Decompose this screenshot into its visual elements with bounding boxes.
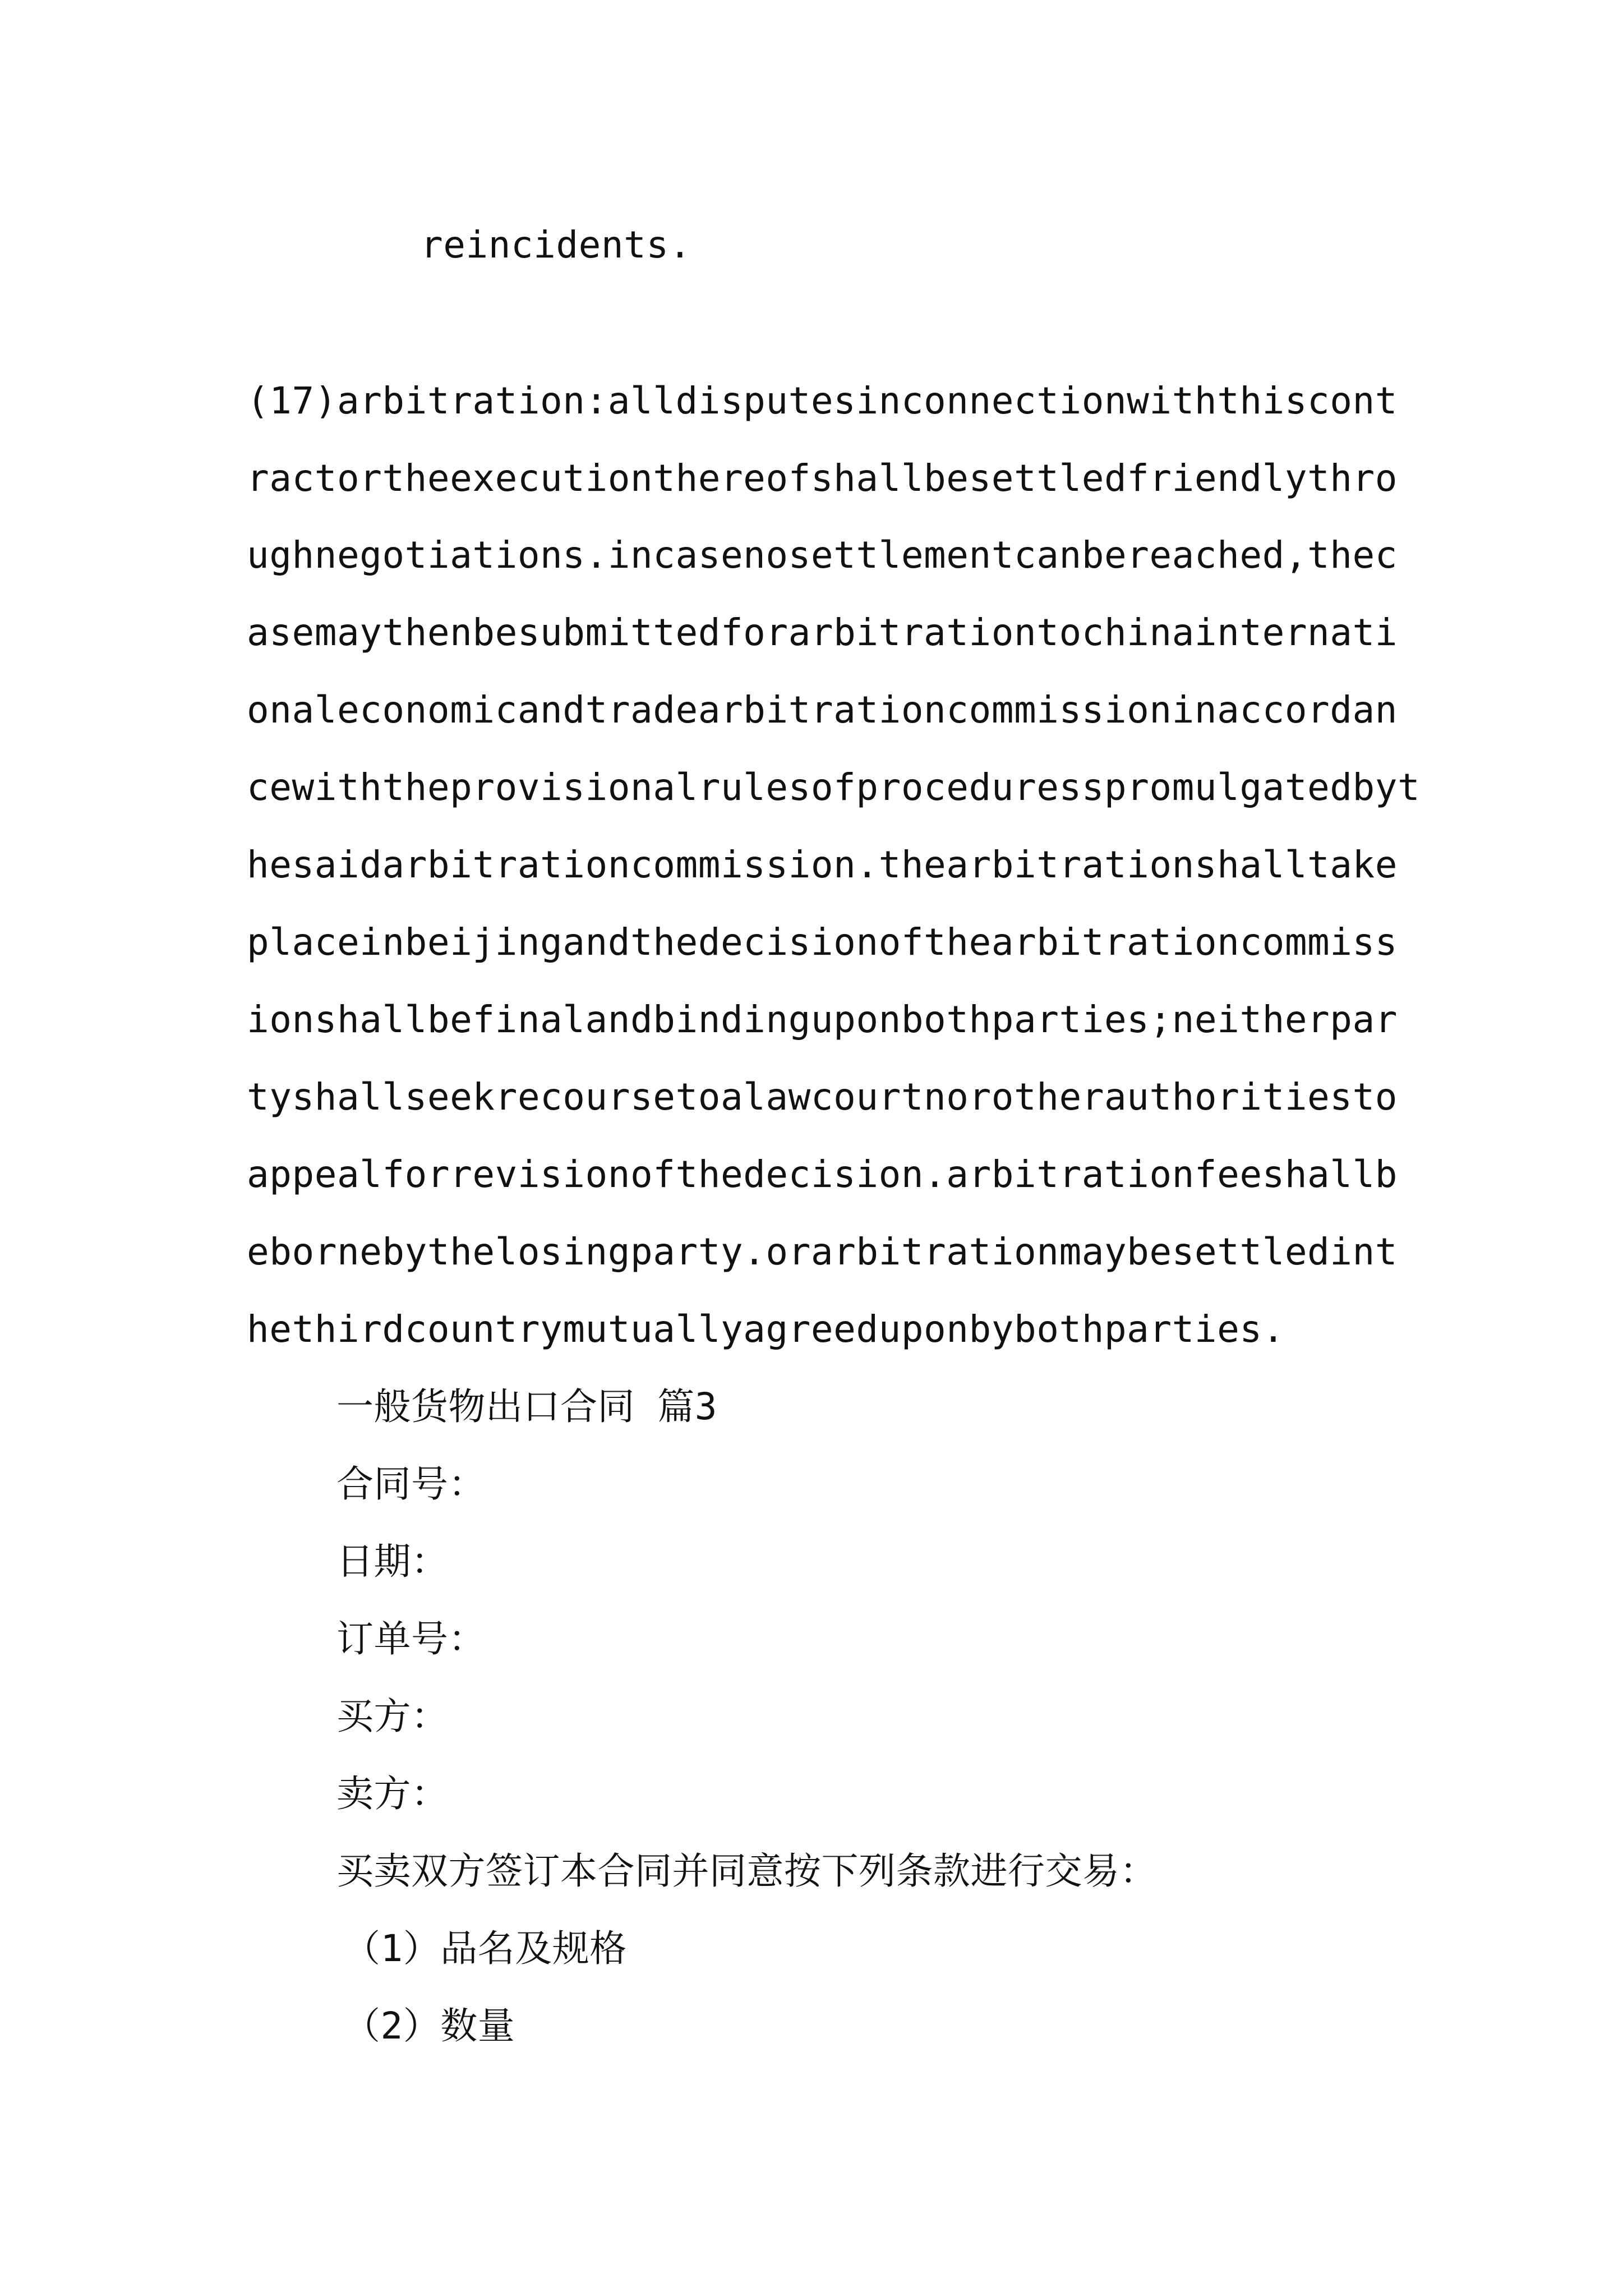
field-label-date: 日期： [336,1540,449,1583]
text-line: appealforrevisionofthedecision.arbitrationfeeshallb [247,1153,1398,1196]
text-line: cewiththeprovisionalrulesofproceduresspromulgatedbyt [247,766,1421,809]
field-label-order-no: 订单号： [336,1617,486,1660]
text-line: ebornebythelosingparty.orarbitrationmaybesettledint [247,1230,1398,1273]
clause-item-quantity: （2）数量 [343,2004,515,2047]
text-line: ionshallbefinalandbindinguponbothparties;neitherpar [247,998,1398,1041]
agreement-paragraph: 买卖双方签订本合同并同意按下列条款进行交易： [336,1849,1157,1893]
field-label-contract-no: 合同号： [336,1462,486,1506]
section-heading: 一般货物出口合同 篇3 [336,1385,717,1428]
text-line: ughnegotiations.incasenosettlementcanbereached,thec [247,533,1398,577]
clause-item-product-spec: （1）品名及规格 [343,1927,627,1970]
text-line: placeinbeijingandthedecisionofthearbitrationcommiss [247,921,1398,964]
text-line: hethirdcountrymutuallyagreeduponbybothparties. [247,1308,1285,1351]
field-label-buyer: 买方： [336,1695,449,1738]
text-line: reincidents. [421,223,691,266]
text-line: onaleconomicandtradearbitrationcommissioninaccordan [247,688,1398,731]
text-line: tyshallseekrecoursetoalawcourtnorotherauthoritiesto [247,1075,1398,1119]
text-line: ractortheexecutionthereofshallbesettledfriendlythro [247,457,1398,500]
text-line: (17)arbitration:alldisputesinconnectionwiththiscont [247,379,1398,422]
text-line: hesaidarbitrationcommission.thearbitrationshalltake [247,843,1398,886]
field-label-seller: 卖方： [336,1772,449,1815]
text-line: asemaythenbesubmittedforarbitrationtochinainternati [247,611,1398,654]
